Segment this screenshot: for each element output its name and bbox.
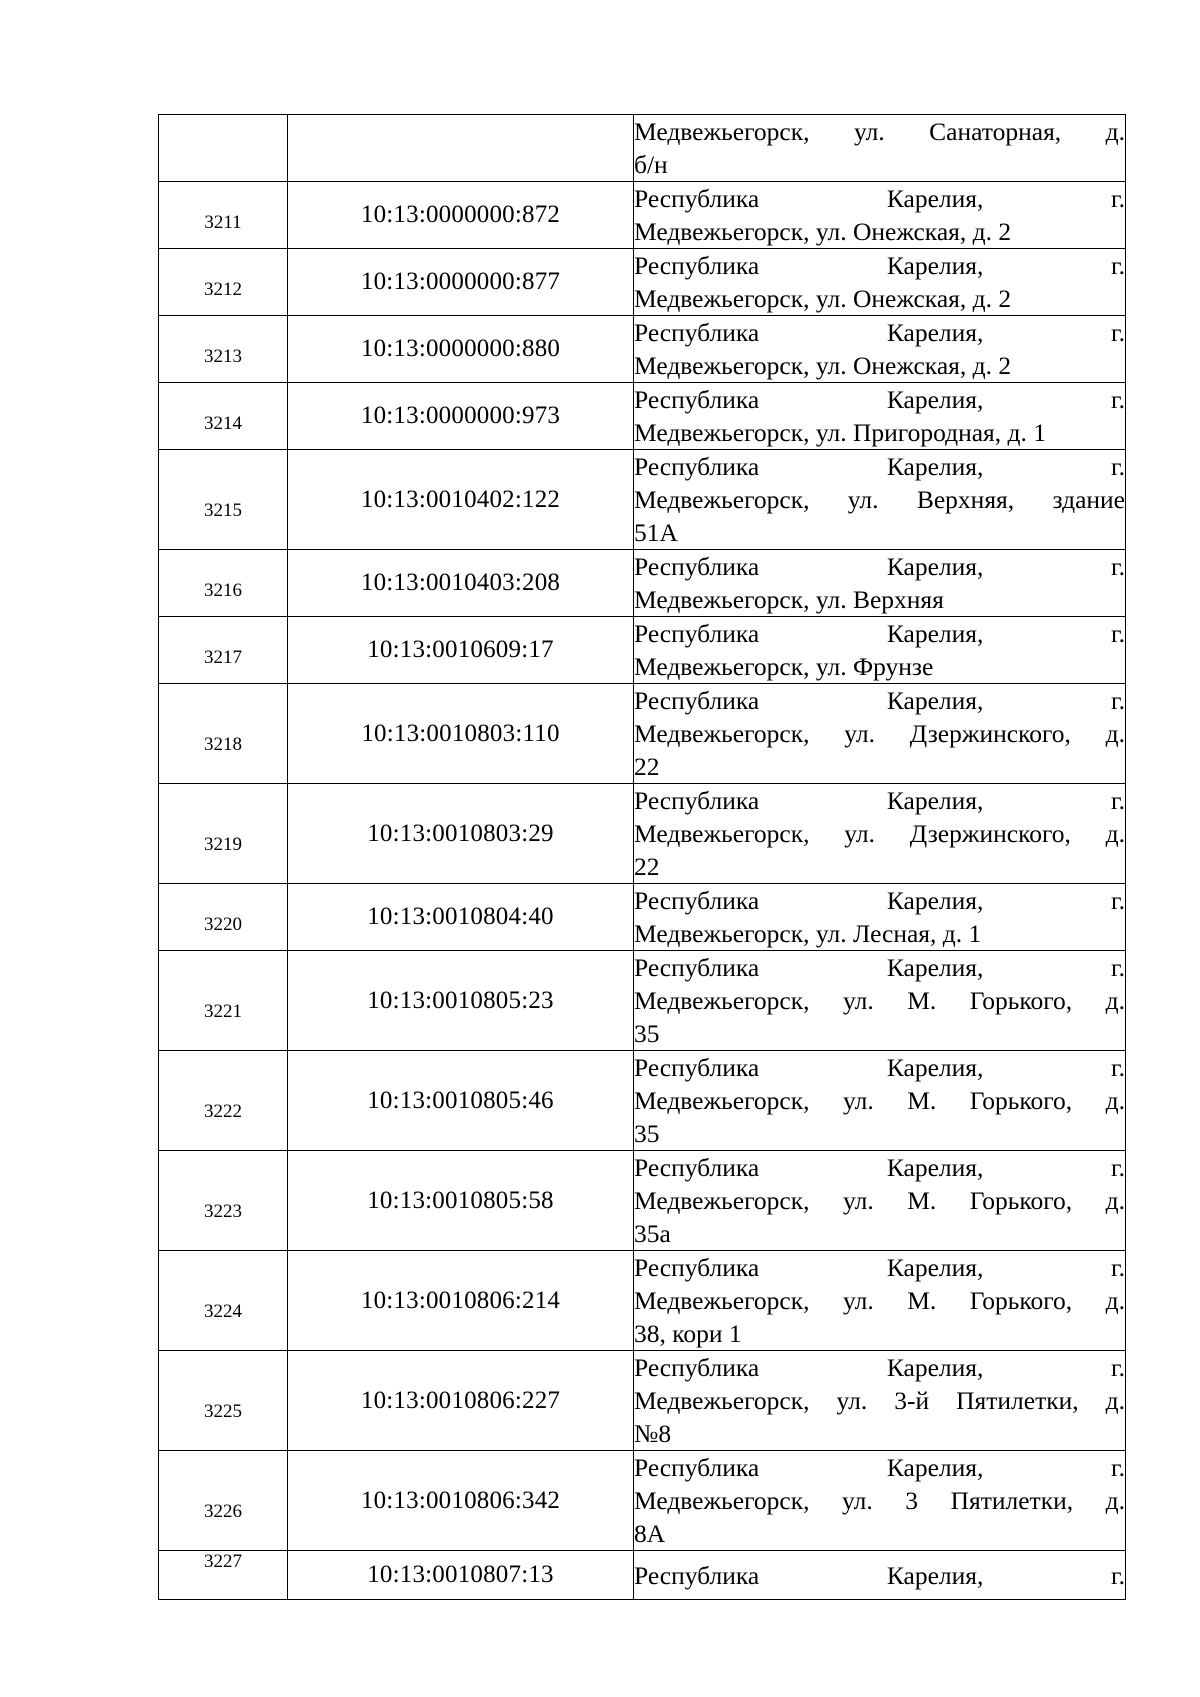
- address-line: б/н: [634, 150, 668, 179]
- address-line: Республика Карелия, г.: [634, 1053, 1125, 1082]
- address-cell: [634, 450, 1126, 550]
- row-number: 3211: [204, 212, 242, 233]
- row-number-cell: [159, 115, 288, 182]
- address-cell: [634, 1151, 1126, 1251]
- row-number: 3213: [204, 346, 242, 367]
- table-row: [159, 951, 1126, 1051]
- cadastral-number-cell: 10:13:0010806:342: [288, 1451, 634, 1551]
- cadastral-number-cell: 10:13:0010803:110: [288, 684, 634, 784]
- table-row: [159, 784, 1126, 884]
- row-number: 3226: [204, 1500, 242, 1522]
- row-number-cell: [159, 1451, 288, 1551]
- cadastral-number-cell: 10:13:0010807:13: [288, 1551, 634, 1600]
- address-line: Республика Карелия, г.: [634, 786, 1125, 815]
- cadastral-number-cell: 10:13:0010402:122: [288, 450, 634, 550]
- row-number: 3216: [204, 580, 242, 601]
- row-number-cell: [159, 383, 288, 450]
- address-line: Республика Карелия, г.: [634, 686, 1125, 715]
- row-number: 3212: [204, 279, 242, 300]
- address-cell: [634, 115, 1126, 182]
- cadastral-number-cell: 10:13:0000000:877: [288, 249, 634, 316]
- row-number-cell: [159, 1251, 288, 1351]
- table-row: [159, 1351, 1126, 1451]
- row-number: 3217: [204, 647, 242, 668]
- address-line: 8А: [634, 1519, 666, 1548]
- row-number: 3223: [204, 1200, 242, 1222]
- address-line: Медвежьегорск, ул. Лесная, д. 1: [634, 919, 982, 948]
- cadastral-number-cell: 10:13:0000000:973: [288, 383, 634, 450]
- address-line: 38, кори 1: [634, 1319, 742, 1348]
- cadastral-number-cell: 10:13:0010804:40: [288, 884, 634, 951]
- address-line: Республика Карелия, г.: [634, 385, 1125, 414]
- address-line: 22: [634, 752, 660, 781]
- cadastral-number-cell: 10:13:0000000:880: [288, 316, 634, 383]
- row-number-cell: [159, 951, 288, 1051]
- row-number-cell: [159, 182, 288, 249]
- address-line: Республика Карелия, г.: [634, 452, 1125, 481]
- address-line: 51А: [634, 518, 678, 547]
- row-number-cell: [159, 1551, 288, 1600]
- table-row: [159, 684, 1126, 784]
- address-line: Республика Карелия, г.: [634, 1253, 1125, 1282]
- table-row: [159, 1551, 1126, 1600]
- address-line: Республика Карелия, г.: [634, 1153, 1125, 1182]
- address-line: Республика Карелия, г.: [634, 552, 1125, 581]
- address-line: 35: [634, 1019, 660, 1048]
- table-row: [159, 617, 1126, 684]
- table-row: [159, 1051, 1126, 1151]
- cadastral-number-cell: 10:13:0010806:227: [288, 1351, 634, 1451]
- table-row: [159, 450, 1126, 550]
- row-number-cell: [159, 249, 288, 316]
- cadastral-number-cell: 10:13:0010806:214: [288, 1251, 634, 1351]
- row-number: 3225: [204, 1400, 242, 1422]
- address-line: Медвежьегорск, ул. М. Горького, д.: [634, 1186, 1125, 1215]
- table-row: [159, 383, 1126, 450]
- address-line: Медвежьегорск, ул. Онежская, д. 2: [634, 284, 1012, 313]
- row-number: 3214: [204, 413, 242, 434]
- address-line: Медвежьегорск, ул. Дзержинского, д.: [634, 719, 1125, 748]
- cadastral-number-cell: 10:13:0010403:208: [288, 550, 634, 617]
- row-number-cell: [159, 1151, 288, 1251]
- address-line: Медвежьегорск, ул. Санаторная, д.: [634, 117, 1125, 146]
- row-number-cell: [159, 550, 288, 617]
- row-number-cell: [159, 450, 288, 550]
- address-line: Медвежьегорск, ул. М. Горького, д.: [634, 1286, 1125, 1315]
- cadastral-number-cell: [288, 115, 634, 182]
- table-row: [159, 115, 1126, 182]
- address-line: Медвежьегорск, ул. 3-й Пятилетки, д.: [634, 1386, 1125, 1415]
- table-body: [159, 115, 1126, 1600]
- address-line: Республика Карелия, г.: [634, 318, 1125, 347]
- address-cell: [634, 550, 1126, 617]
- address-line: Республика Карелия, г.: [634, 953, 1125, 982]
- address-line: Медвежьегорск, ул. Дзержинского, д.: [634, 819, 1125, 848]
- address-line: Медвежьегорск, ул. Онежская, д. 2: [634, 351, 1012, 380]
- row-number: 3219: [204, 833, 242, 855]
- row-number-cell: [159, 316, 288, 383]
- table-row: [159, 550, 1126, 617]
- address-line: 35: [634, 1119, 660, 1148]
- table-row: [159, 1451, 1126, 1551]
- row-number-cell: [159, 1351, 288, 1451]
- address-cell: [634, 1551, 1126, 1600]
- address-cell: [634, 784, 1126, 884]
- table-row: [159, 182, 1126, 249]
- address-cell: [634, 249, 1126, 316]
- row-number: 3222: [204, 1100, 242, 1122]
- address-line: Медвежьегорск, ул. 3 Пятилетки, д.: [634, 1486, 1125, 1515]
- address-cell: [634, 884, 1126, 951]
- row-number: 3218: [204, 733, 242, 755]
- address-cell: [634, 182, 1126, 249]
- cadastral-number-cell: 10:13:0010805:23: [288, 951, 634, 1051]
- address-line: 22: [634, 852, 660, 881]
- address-cell: [634, 1051, 1126, 1151]
- address-cell: [634, 316, 1126, 383]
- cadastral-number-cell: 10:13:0010803:29: [288, 784, 634, 884]
- address-line: Республика Карелия, г.: [634, 1353, 1125, 1382]
- address-line: №8: [634, 1419, 672, 1448]
- address-cell: [634, 617, 1126, 684]
- row-number-cell: [159, 884, 288, 951]
- address-cell: [634, 1451, 1126, 1551]
- address-line: Медвежьегорск, ул. Онежская, д. 2: [634, 217, 1012, 246]
- address-cell: [634, 383, 1126, 450]
- address-line: Республика Карелия, г.: [634, 1453, 1125, 1482]
- cadastral-number-cell: 10:13:0010805:58: [288, 1151, 634, 1251]
- table-row: [159, 316, 1126, 383]
- row-number: 3215: [204, 499, 242, 521]
- address-cell: [634, 1251, 1126, 1351]
- row-number-cell: [159, 1051, 288, 1151]
- address-line: Медвежьегорск, ул. Верхняя: [634, 585, 944, 614]
- table-row: [159, 884, 1126, 951]
- cadastral-number-cell: 10:13:0000000:872: [288, 182, 634, 249]
- address-line: Республика Карелия, г.: [634, 886, 1125, 915]
- address-line: Медвежьегорск, ул. Фрунзе: [634, 652, 934, 681]
- address-line: Медвежьегорск, ул. М. Горького, д.: [634, 986, 1125, 1015]
- cadastral-number-cell: 10:13:0010609:17: [288, 617, 634, 684]
- table-row: [159, 1251, 1126, 1351]
- row-number-cell: [159, 684, 288, 784]
- row-number-cell: [159, 784, 288, 884]
- row-number: 3221: [204, 1000, 242, 1022]
- table-row: [159, 249, 1126, 316]
- address-cell: [634, 951, 1126, 1051]
- address-line: Медвежьегорск, ул. Верхняя, здание: [634, 485, 1125, 514]
- address-line: Республика Карелия, г.: [634, 184, 1125, 213]
- cadastral-number-cell: 10:13:0010805:46: [288, 1051, 634, 1151]
- address-line: Медвежьегорск, ул. Пригородная, д. 1: [634, 418, 1046, 447]
- row-number: 3227: [204, 1551, 242, 1572]
- row-number: 3224: [204, 1300, 242, 1322]
- row-number: 3220: [204, 914, 242, 935]
- address-cell: [634, 684, 1126, 784]
- table-row: [159, 1151, 1126, 1251]
- address-line: 35а: [634, 1219, 671, 1248]
- address-cell: [634, 1351, 1126, 1451]
- address-line: Медвежьегорск, ул. М. Горького, д.: [634, 1086, 1125, 1115]
- row-number-cell: [159, 617, 288, 684]
- address-line: Республика Карелия, г.: [634, 1560, 1125, 1590]
- address-line: Республика Карелия, г.: [634, 251, 1125, 280]
- address-line: Республика Карелия, г.: [634, 619, 1125, 648]
- property-register-table: [158, 114, 1126, 1600]
